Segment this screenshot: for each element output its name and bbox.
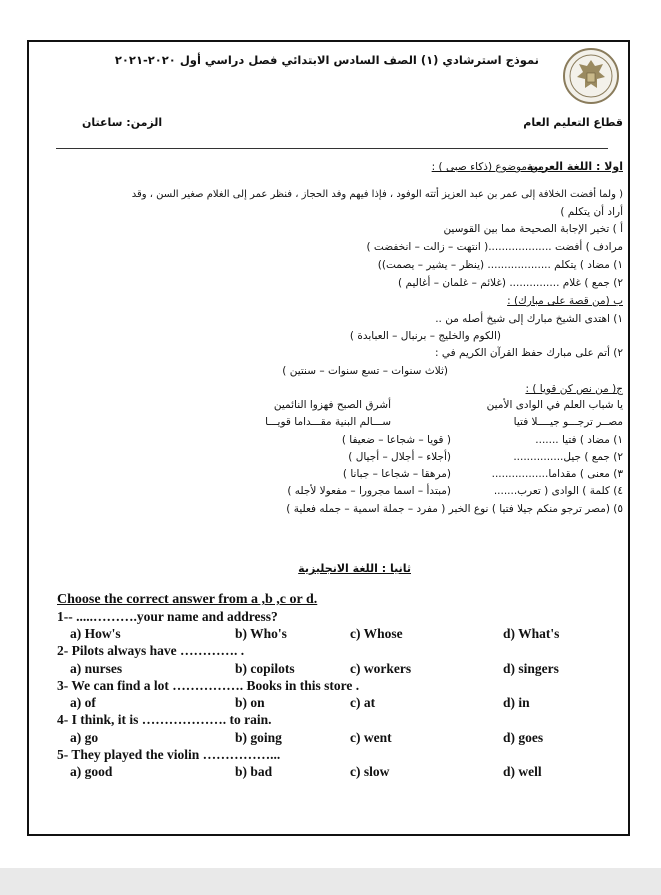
part-b-question-1: ١) اهتدى الشيخ مبارك إلى شيخ أصله من ..	[435, 313, 623, 325]
question-1-option-a: a) How's	[70, 626, 121, 641]
part-c-choices-4: (مبتدأ – اسما مجرورا – مفعولا لأجله )	[287, 485, 451, 497]
part-b-heading: ب (من قصة على مبارك) :	[507, 295, 623, 307]
question-1-option-b: b) Who's	[235, 626, 287, 641]
question-3: 3- We can find a lot ……………. Books in this store .	[57, 678, 360, 693]
part-c-choices-1: ( قويا – شجاعا – ضعيفا )	[341, 434, 451, 446]
page-title: نموذج استرشادي (١) الصف السادس الابتدائي فصل دراسي أول ٢٠٢٠-٢٠٢١	[114, 53, 539, 67]
question-4-option-b: b) going	[235, 730, 282, 745]
next-page-edge	[0, 868, 661, 895]
question-1: 1-- .....……….your name and address?	[57, 609, 278, 624]
header-divider	[56, 148, 608, 149]
question-5-option-c: c) slow	[350, 764, 390, 779]
passage-line-2: أراد أن يتكلم )	[560, 206, 623, 218]
english-instruction: Choose the correct answer from a ,b ,c or d.	[57, 592, 318, 607]
question-5-option-b: b) bad	[235, 764, 273, 779]
question-3-option-d: d) in	[503, 695, 530, 710]
question-3-option-b: b) on	[235, 695, 265, 710]
question-2-option-a: a) nurses	[70, 661, 123, 676]
part-c-heading: ج( من نص كن قويا ) :	[525, 383, 623, 395]
passage-line-1: ( ولما أفضت الخلافة إلى عمر بن عبد العزيز أتته الوفود ، فإذا فيهم وفد الحجاز ، فنظر عمر إلى الغلام صغير السن ، وقد	[131, 189, 623, 200]
question-plural: ٢) جمع ) غلام ............... (غلائم – غلمان – أغاليم )	[398, 277, 623, 289]
part-c-choices-3: (مرهقا – شجاعا – جبانا )	[342, 468, 451, 480]
question-1-option-c: c) Whose	[350, 626, 403, 641]
part-c-question-4: ٤) كلمة ) الوادى ( تعرب.......	[493, 485, 623, 497]
question-4-option-a: a) go	[70, 730, 99, 745]
poem-line-1-left: أشرق الصبح فهزوا النائمين	[273, 399, 391, 411]
part-c-question-2: ٢) جمع ) جيل...............	[513, 451, 623, 463]
question-3-option-c: c) at	[350, 695, 376, 710]
question-2-option-b: b) copilots	[235, 661, 295, 676]
question-synonym: مرادف ) أفضت ...................( انتهت – زالت – انخفضت )	[366, 241, 623, 253]
question-1-option-d: d) What's	[503, 626, 560, 641]
english-section-label: ثانيا : اللغة الانجليزية	[298, 562, 411, 575]
part-c-choices-2: (أجلاء – أجلال – أجيال )	[348, 451, 451, 463]
question-5-option-d: d) well	[503, 764, 542, 779]
poem-line-1-right: يا شباب العلم في الوادى الأمين	[486, 399, 623, 411]
part-b-choices-2: (ثلاث سنوات – تسع سنوات – سنتين )	[282, 365, 448, 377]
question-3-option-a: a) of	[70, 695, 96, 710]
question-4: 4- I think, it is ………………. to rain.	[57, 712, 272, 727]
question-2: 2- Pilots always have …………. .	[57, 643, 245, 658]
part-b-question-2: ٢) أتم على مبارك حفظ القرآن الكريم في :	[434, 347, 623, 359]
question-antonym: ١) مضاد ) يتكلم ................... (ينظر – يشير – يصمت))	[377, 259, 623, 271]
question-5: 5- They played the violin ……………...	[57, 747, 281, 762]
question-2-option-d: d) singers	[503, 661, 559, 676]
sector-label: قطاع التعليم العام	[523, 116, 623, 129]
arabic-section-source: من موضوع (ذكاء صبى ) :	[431, 161, 544, 173]
part-c-question-5: ٥) (مصر ترجو منكم جيلا فتيا ) نوع الخبر ( مفرد – جملة اسمية – جمله فعلية )	[286, 503, 623, 515]
poem-line-2-left: ســـالم البنية مقـــداما قويـــا	[265, 416, 391, 428]
question-4-option-c: c) went	[350, 730, 392, 745]
exam-time: الزمن: ساعتان	[82, 116, 163, 129]
part-a-instruction: أ ) تخير الإجابة الصحيحة مما بين القوسين	[443, 223, 623, 235]
part-c-question-3: ٣) معنى ) مقداما.................	[491, 468, 623, 480]
ministry-logo-icon	[560, 47, 622, 105]
part-b-choices-1: (الكوم والخليج – برنبال – العبابدة )	[349, 330, 501, 342]
arabic-section-label: اولا : اللغة العربية	[526, 160, 623, 173]
question-5-option-a: a) good	[70, 764, 113, 779]
question-4-option-d: d) goes	[503, 730, 544, 745]
poem-line-2-right: مصــر ترجـــو جيــــلا فتيا	[513, 416, 623, 428]
question-2-option-c: c) workers	[350, 661, 412, 676]
part-c-question-1: ١) مضاد ) فتيا .......	[535, 434, 623, 446]
